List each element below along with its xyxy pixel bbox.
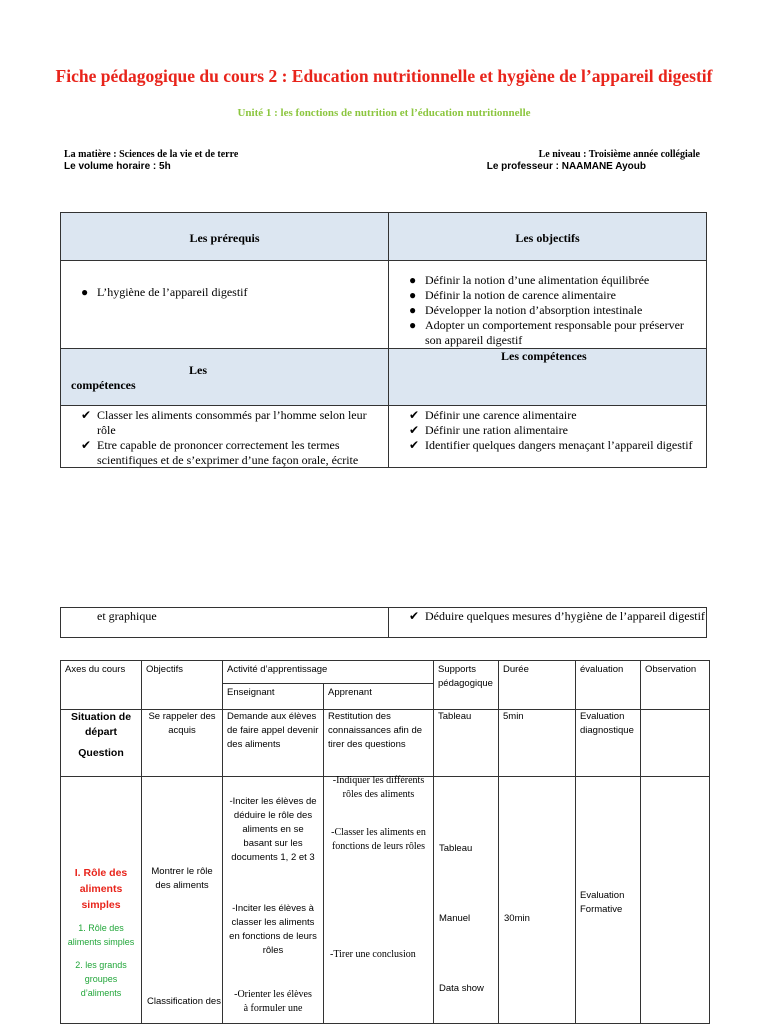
page-title: Fiche pédagogique du cours 2 : Education nutritionnelle et hygiène de l’appareil digestif	[55, 66, 713, 86]
list-item: ● Développer la notion d’absorption intestinale	[409, 303, 643, 317]
list-item: ✔ Identifier quelques dangers menaçant l’appareil digestif	[409, 438, 693, 452]
row2-evaluation: Evaluation Formative	[575, 776, 641, 1024]
prerequis-header: Les prérequis	[189, 231, 260, 245]
objectifs-cell	[388, 260, 707, 349]
competences-left-cell	[60, 405, 389, 468]
row1-observation	[640, 709, 710, 777]
prerequis-cell	[60, 260, 389, 349]
continued-right-cell	[388, 607, 707, 638]
header-apprenant: Apprenant	[323, 683, 434, 710]
header-observation: Observation	[640, 660, 710, 710]
row1-enseignant: Demande aux élèves de faire appel devenir des aliments	[222, 709, 324, 777]
list-item: ✔ Classer les aliments consommés par l’homme selon leur rôle	[81, 408, 367, 437]
list-item: ● Définir la notion de carence alimentaire	[409, 288, 616, 302]
continued-left: et graphique	[97, 609, 157, 623]
header-axes: Axes du cours	[60, 660, 142, 710]
row1-axes: Situation de départ Question	[60, 709, 142, 777]
competences-right-cell	[388, 405, 707, 468]
continued-left-cell	[60, 607, 389, 638]
row2-apprenant: -Indiquer les différents rôles des aliments -Classer les aliments en fonctions de leurs rôles -Tirer une conclusion	[323, 776, 434, 1024]
row2-duree: 30min	[498, 776, 576, 1024]
row2-supports: Tableau Manuel Data show	[433, 776, 499, 1024]
row1-duree: 5min	[498, 709, 576, 777]
list-item: ✔ Définir une carence alimentaire	[409, 408, 577, 422]
header-objectifs: Objectifs	[141, 660, 223, 710]
axes-sub2: 2. les grands groupes d’aliments	[75, 960, 127, 998]
competences-right-header: Les compétences	[501, 349, 587, 363]
niveau: Le niveau : Troisième année collégiale	[538, 149, 700, 160]
row2-enseignant: -Inciter les élèves de déduire le rôle des aliments en se basant sur les documents 1, 2 et 3 -Inciter les élèves à classer les aliments en fonctions de leurs rôles -Orienter les élèves à formuler une	[222, 776, 324, 1024]
competences-left-header-2: compétences	[71, 378, 136, 392]
volume-horaire: Le volume horaire : 5h	[64, 161, 171, 172]
competences-left-header-1: Les	[189, 363, 207, 377]
row1-supports: Tableau	[433, 709, 499, 777]
prerequis-header-cell	[60, 212, 389, 261]
list-item: ● Adopter un comportement responsable pour préserver son appareil digestif	[409, 318, 684, 347]
header-activite: Activité d’apprentissage	[222, 660, 434, 684]
header-evaluation: évaluation	[575, 660, 641, 710]
objectifs-header-cell	[388, 212, 707, 261]
header-enseignant: Enseignant	[222, 683, 324, 710]
list-item: ✔ Etre capable de prononcer correctement les termes scientifiques et de s’exprimer d’une façon orale, écrite	[81, 438, 359, 467]
row2-observation	[640, 776, 710, 1024]
row2-objectifs: Montrer le rôle des aliments Classification des	[141, 776, 223, 1024]
row1-apprenant: Restitution des connaissances afin de tirer des questions	[323, 709, 434, 777]
competences-right-header-cell	[388, 348, 707, 406]
row1-evaluation: Evaluation diagnostique	[575, 709, 641, 777]
list-item: ✔ Définir une ration alimentaire	[409, 423, 568, 437]
axes-sub1: 1. Rôle des aliments simples	[67, 923, 135, 947]
list-item: ✔ Déduire quelques mesures d’hygiène de l’appareil digestif	[409, 609, 705, 623]
header-duree: Durée	[498, 660, 576, 710]
axes-title: I. Rôle des aliments simples	[74, 867, 128, 911]
page-subtitle: Unité 1 : les fonctions de nutrition et l’éducation nutritionnelle	[237, 107, 531, 119]
competences-left-header-cell	[60, 348, 389, 406]
header-supports: Supports pédagogique	[433, 660, 499, 710]
professeur: Le professeur : NAAMANE Ayoub	[486, 161, 646, 172]
list-item: ● L’hygiène de l’appareil digestif	[81, 285, 248, 299]
list-item: ● Définir la notion d’une alimentation équilibrée	[409, 273, 650, 287]
matiere: La matière : Sciences de la vie et de terre	[64, 149, 239, 160]
objectifs-header: Les objectifs	[515, 231, 580, 245]
row2-axes	[60, 776, 142, 1024]
row1-objectifs: Se rappeler des acquis	[141, 709, 223, 777]
